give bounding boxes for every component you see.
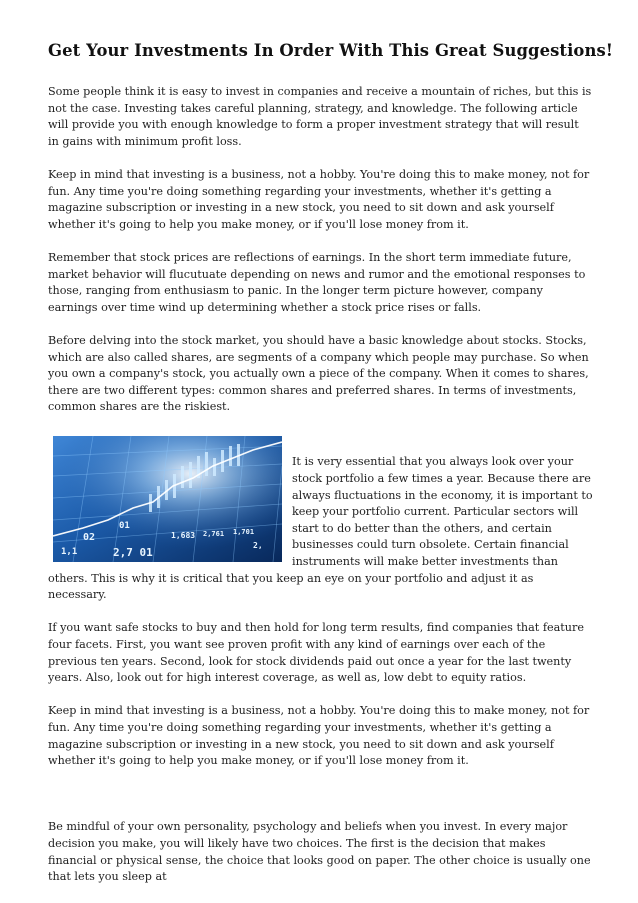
figure-number-5: 1,701 bbox=[233, 528, 255, 537]
document-page bbox=[48, 40, 614, 902]
figure-number-4: 2,761 bbox=[203, 530, 225, 539]
paragraph-safe-stocks: If you want safe stocks to buy and then hold for long term results, find companies that feature four facets. First, you want see proven profit with any kind of earnings over each of the previous ten years. Second, look for stock dividends paid out once a year for the last twenty years. Also, look out for high interest coverage, as well as, low debt to equity ratios. bbox=[48, 621, 584, 685]
paragraph-portfolio-review: It is very essential that you always look over your stock portfolio a few times a year. Because there are always fluctuations in the economy, it is important to keep your portfolio current. Particular sectors will start to do better than the others, and certain businesses could turn obsolete. Certain financial instruments will make better investments than others. This is why it is critical that you keep an eye on your portfolio and adjust it as necessary. bbox=[48, 455, 593, 602]
figure-number-8: 2, bbox=[253, 541, 263, 551]
figure-number-3: 1,683 bbox=[171, 531, 196, 541]
paragraph-intro: Some people think it is easy to invest in companies and receive a mountain of riches, but this is not the case. Investing takes careful planning, strategy, and knowledge. The following article will provide you with enough knowledge to form a proper investment strategy that will result in gains with minimum profit loss. bbox=[48, 85, 592, 148]
page-title: Get Your Investments In Order With This Great Suggestions! bbox=[48, 41, 614, 60]
blank-space bbox=[48, 786, 593, 819]
paragraph-business-not-hobby: Keep in mind that investing is a business, not a hobby. You're doing this to make money, not for fun. Any time you're doing something regarding your investments, whether it's getting a magazine subscription or investing in a new stock, you need to sit down and ask yourself whether it's going to help you make money, or if you'll lose money from it. bbox=[48, 167, 590, 231]
stock-market-chart-graphic bbox=[53, 436, 282, 562]
paragraph-business-not-hobby-repeat: Keep in mind that investing is a business, not a hobby. You're doing this to make money, not for fun. Any time you're doing something regarding your investments, whether it's getting a magazine subscription or investing in a new stock, you need to sit down and ask yourself whether it's going to help you make money, or if you'll lose money from it. bbox=[48, 704, 590, 768]
paragraph-stock-prices: Remember that stock prices are reflections of earnings. In the short term immediate future, market behavior will flucutuate depending on news and rumor and the emotional responses to those, ranging from enthusiasm to panic. In the longer term picture however, company earnings over time wind up determining whether a stock price rises or falls. bbox=[48, 250, 586, 314]
stock-market-chart-image bbox=[53, 436, 282, 562]
figure-number-1: 01 bbox=[119, 521, 130, 532]
figure-number-2: 02 bbox=[83, 532, 96, 544]
paragraph-basic-knowledge: Before delving into the stock market, you should have a basic knowledge about stocks. Stocks, which are also called shares, are segments of a company which people may purchase. So when you own a company's stock, you actually own a piece of the company. When it comes to shares, there are two different types: common shares and preferred shares. In terms of investments, common shares are the riskiest. bbox=[48, 333, 589, 414]
figure-number-6: 2,7 01 bbox=[113, 546, 153, 560]
figure-number-7: 1,1 bbox=[61, 547, 78, 558]
paragraph-personality: Be mindful of your own personality, psychology and beliefs when you invest. In every major decision you make, you will likely have two choices. The first is the decision that makes financial or physical sense, the choice that looks good on paper. The other choice is usually one that lets you sleep at bbox=[48, 820, 591, 884]
